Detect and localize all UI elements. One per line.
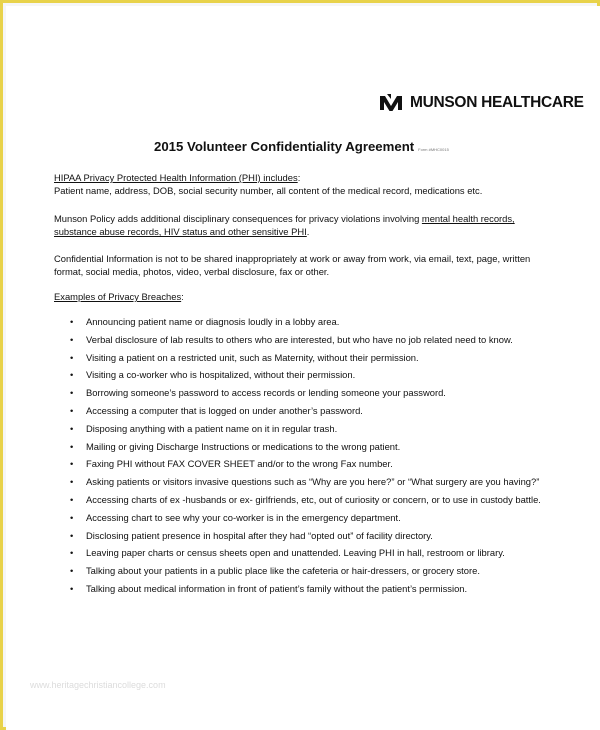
list-item: • Accessing chart to see why your co-worker is in the emergency department.: [54, 509, 554, 527]
bullet-icon: •: [70, 333, 74, 345]
bullet-icon: •: [70, 493, 74, 505]
list-item: • Verbal disclosure of lab results to others who are interested, but who have no job related need to know.: [54, 331, 554, 349]
examples-colon: :: [181, 291, 184, 302]
bullet-icon: •: [70, 529, 74, 541]
list-item: • Visiting a patient on a restricted unit, such as Maternity, without their permission.: [54, 349, 554, 367]
bullet-icon: •: [70, 351, 74, 363]
examples-heading: Examples of Privacy Breaches: [54, 291, 182, 302]
examples-heading-line: [54, 290, 554, 303]
bullet-icon: •: [70, 565, 74, 577]
policy-suffix: .: [306, 226, 310, 238]
hipaa-heading-line: [54, 171, 554, 184]
brand-logo: [378, 92, 584, 114]
privacy-breach-list: [54, 313, 554, 598]
bullet-icon: •: [70, 316, 74, 327]
bullet-icon: •: [70, 547, 74, 559]
list-item: • Accessing charts of ex -husbands or ex- girlfriends, etc, out of curiosity or concern, or to use in custody battle.: [54, 491, 554, 509]
list-item: • Faxing PHI without FAX COVER SHEET and/or to the wrong Fax number.: [54, 455, 554, 473]
page-title: 2015 Volunteer Confidentiality Agreement: [154, 139, 415, 154]
list-item: • Disclosing patient presence in hospital after they had “opted out” of facility directory.: [54, 527, 554, 545]
list-item: • Asking patients or visitors invasive questions such as “Why are you here?” or “What surgery are you having?”: [54, 473, 554, 491]
hipaa-items: Patient name, address, DOB, social security number, all content of the medical record, medications etc.: [54, 185, 483, 197]
bullet-icon: •: [70, 458, 74, 470]
watermark: www.heritagechristiancollege.com: [30, 680, 166, 690]
confidential-paragraph: Confidential Information is not to be shared inappropriately at work or away from work, via email, text, page, written format, social media, photos, video, verbal disclosure, fax or other.: [54, 253, 531, 278]
list-item: • Accessing a computer that is logged on under another’s password.: [54, 402, 554, 420]
policy-sensitive-phi: mental health records, substance abuse records, HIV status and other sensitive PHI: [54, 213, 515, 238]
title-row: [154, 139, 449, 154]
bullet-icon: •: [70, 476, 74, 488]
hipaa-heading: HIPAA Privacy Protected Health Information (PHI) includes: [54, 172, 298, 183]
hipaa-section: [54, 171, 554, 198]
hipaa-colon: :: [297, 172, 301, 183]
munson-logo-icon: [378, 92, 406, 114]
list-item: • Borrowing someone’s password to access records or lending someone your password.: [54, 384, 554, 402]
policy-paragraph: [54, 212, 554, 239]
bullet-icon: •: [70, 387, 74, 399]
form-number: Form #MHC0015: [418, 147, 449, 152]
list-item: • Leaving paper charts or census sheets open and unattended. Leaving PHI in hall, restroom or library.: [54, 544, 554, 562]
list-item: • Visiting a co-worker who is hospitalized, without their permission.: [54, 366, 554, 384]
bullet-icon: •: [70, 440, 74, 452]
list-item: • Mailing or giving Discharge Instructions or medications to the wrong patient.: [54, 438, 554, 456]
bullet-icon: •: [70, 369, 74, 381]
bullet-icon: •: [70, 511, 74, 523]
bullet-icon: •: [70, 404, 74, 416]
brand-name: MUNSON HEALTHCARE: [410, 94, 584, 111]
list-item: • Talking about medical information in front of patient’s family without the patient’s permission.: [54, 580, 554, 598]
bullet-icon: •: [70, 422, 74, 434]
list-item: • Talking about your patients in a public place like the cafeteria or hair-dressers, or grocery store.: [54, 562, 554, 580]
policy-prefix: Munson Policy adds additional disciplinary consequences for privacy violations involving: [54, 213, 422, 224]
bullet-icon: •: [70, 582, 74, 594]
list-item: • Announcing patient name or diagnosis loudly in a lobby area.: [54, 313, 554, 331]
list-item: • Disposing anything with a patient name on it in regular trash.: [54, 420, 554, 438]
